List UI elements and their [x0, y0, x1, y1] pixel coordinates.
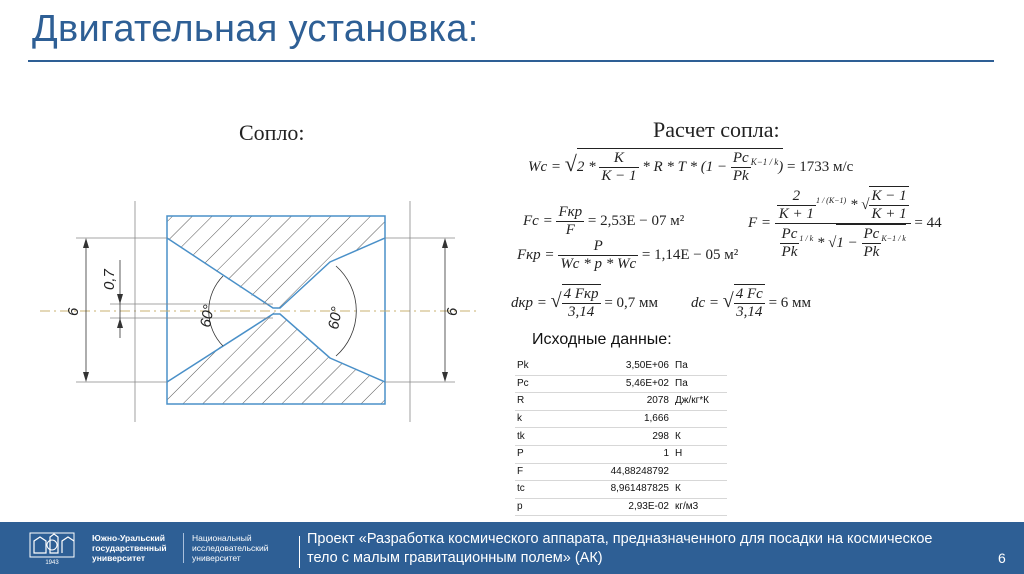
table-cell-unit: К: [671, 428, 727, 446]
table-cell-unit: Н: [671, 445, 727, 463]
frac-den: Pk: [863, 244, 880, 260]
table-cell-value: 3,50E+06: [579, 358, 671, 375]
formula-wc-exp: K−1 / k: [750, 156, 779, 167]
sqrt-sign: √: [861, 196, 870, 213]
formula-fc-result: = 2,53E − 07 м²: [587, 212, 685, 229]
formula-wc-two: 2 *: [576, 158, 596, 175]
table-cell-name: Pc: [515, 375, 579, 393]
table-cell-name: Pk: [515, 358, 579, 375]
formula-fkr-result: = 1,14E − 05 м²: [641, 246, 739, 263]
dim-arrow: [117, 318, 123, 328]
formula-wc-radicand: [577, 148, 783, 185]
formula-f-lhs: F =: [748, 215, 772, 231]
university-logo-icon: [28, 531, 76, 565]
page-number: 6: [998, 550, 1006, 566]
source-data-table: [515, 358, 727, 516]
formula-f-top-frac: [777, 188, 816, 223]
dim-arrow: [442, 238, 448, 248]
table-cell-unit: [671, 410, 727, 428]
formula-fkr-frac: [558, 238, 638, 273]
dim-throat: 0,7: [101, 269, 118, 290]
formula-wc: [528, 148, 853, 185]
footer-divider: [183, 533, 184, 563]
formula-dkr-result: = 0,7 мм: [604, 294, 659, 311]
frac-num: K − 1: [871, 188, 907, 204]
dim-arrow: [117, 294, 123, 304]
formula-f-bot-one: 1 −: [836, 234, 858, 251]
frac-den: 3,14: [567, 304, 595, 320]
table-row: [515, 375, 727, 393]
frac-den: F: [565, 222, 575, 238]
formula-f-bot-rad-frac: [862, 226, 882, 261]
frac-num: 4 Fкр: [563, 286, 599, 302]
formula-dc-radicand: [734, 284, 765, 321]
table-cell-value: 298: [579, 428, 671, 446]
formula-fc-frac: [556, 204, 584, 239]
frac-den: K − 1: [601, 168, 637, 184]
angle-right-label: 60°: [325, 305, 346, 331]
frac-num: Pc: [863, 226, 880, 242]
table-cell-value: 2078: [579, 393, 671, 411]
formula-dkr-lhs: dкр =: [511, 294, 547, 311]
table-cell-unit: Дж/кг*К: [671, 393, 727, 411]
formula-dkr: [511, 284, 658, 321]
frac-num: P: [558, 238, 638, 256]
formula-dc-lhs: dc =: [691, 294, 720, 311]
formula-wc-p-frac: [731, 150, 751, 185]
table-cell-name: tc: [515, 481, 579, 499]
table-cell-name: tk: [515, 428, 579, 446]
table-cell-value: 1,666: [579, 410, 671, 428]
nozzle-label: Сопло:: [239, 120, 305, 145]
title-divider: [28, 60, 994, 62]
dim-arrow: [83, 372, 89, 382]
formula-f-top-mid: *: [849, 196, 858, 213]
table-cell-unit: Па: [671, 375, 727, 393]
sqrt-sign: √: [828, 234, 837, 251]
frac-num: Pc: [732, 150, 749, 166]
nozzle-body-upper: [167, 216, 385, 310]
frac-num: 4 Fc: [735, 286, 763, 302]
table-cell-unit: кг/м3: [671, 498, 727, 516]
page-title: Двигательная установка:: [32, 8, 479, 50]
formula-dc: [691, 284, 811, 321]
source-data-title: Исходные данные:: [532, 331, 672, 348]
dim-arrow: [83, 238, 89, 248]
footer-divider: [299, 536, 300, 568]
formula-f-top-exp: 1 / (K−1): [815, 195, 847, 205]
frac-den: 3,14: [736, 304, 763, 320]
frac-den: K + 1: [778, 206, 814, 222]
table-cell-name: F: [515, 463, 579, 481]
formula-fkr-lhs: Fкр =: [517, 246, 555, 263]
formula-f-result: = 44: [914, 215, 942, 231]
formula-wc-mid: * R * T * (1 −: [642, 158, 728, 175]
table-cell-value: 5,46E+02: [579, 375, 671, 393]
formula-dkr-frac: [562, 286, 601, 321]
table-cell-unit: К: [671, 481, 727, 499]
formula-wc-lhs: Wc =: [528, 158, 562, 175]
sqrt-sign: √: [564, 150, 577, 176]
logo-year: 1943: [45, 560, 59, 565]
formula-f: [748, 186, 942, 261]
table-cell-unit: Па: [671, 358, 727, 375]
sqrt-sign: √: [722, 289, 734, 312]
dim-arrow: [442, 372, 448, 382]
table-cell-name: k: [515, 410, 579, 428]
formula-f-bot-mid: *: [816, 234, 825, 251]
table-row: [515, 393, 727, 411]
university-subtitle: Национальный исследовательский университет: [192, 533, 269, 563]
formula-f-top: [775, 186, 911, 224]
table-row: [515, 463, 727, 481]
formula-fkr: [517, 238, 738, 273]
formula-dc-frac: [734, 286, 765, 321]
table-row: [515, 498, 727, 516]
formula-wc-k-frac: [599, 150, 638, 185]
table-cell-value: 8,961487825: [579, 481, 671, 499]
formula-f-bot-rad-exp: K−1 / k: [881, 233, 906, 243]
frac-num: 2: [777, 188, 816, 206]
formula-wc-result: = 1733 м/с: [787, 158, 854, 175]
frac-num: Fкр: [558, 204, 583, 220]
table-row: [515, 445, 727, 463]
formula-f-bot-exp: 1 / k: [799, 233, 814, 243]
table-cell-name: P: [515, 445, 579, 463]
project-title: Проект «Разработка космического аппарата, предназначенного для посадки на космическое тело с малым гравитационным полем» (АК): [307, 531, 933, 566]
calc-label: Расчет сопла:: [653, 117, 780, 142]
formula-f-top-radicand: [869, 186, 908, 223]
formula-f-bot-radicand: [836, 224, 905, 261]
table-cell-value: 44,88248792: [579, 463, 671, 481]
dim-right-outer: 6: [444, 307, 461, 316]
frac-den: Pk: [781, 244, 798, 260]
formula-f-bot-frac: [780, 226, 800, 261]
frac-den: K + 1: [871, 206, 907, 222]
formula-fc-lhs: Fc =: [523, 212, 553, 229]
formula-f-top-rad-frac: [869, 188, 908, 223]
table-row: [515, 358, 727, 375]
university-name: Южно-Уральский государственный университет: [92, 533, 167, 563]
sqrt-sign: √: [550, 289, 562, 312]
formula-f-bottom: [775, 224, 911, 261]
table-cell-unit: [671, 463, 727, 481]
table-cell-value: 1: [579, 445, 671, 463]
formula-fc: [523, 204, 684, 239]
dim-left-outer: 6: [65, 307, 82, 316]
frac-den: Pk: [732, 168, 749, 184]
formula-dc-result: = 6 мм: [768, 294, 812, 311]
table-cell-name: p: [515, 498, 579, 516]
angle-left-label: 60°: [197, 303, 218, 329]
table-row: [515, 428, 727, 446]
table-cell-value: 2,93E-02: [579, 498, 671, 516]
table-row: [515, 410, 727, 428]
frac-den: Wc * p * Wc: [560, 256, 637, 272]
frac-num: K: [599, 150, 638, 168]
frac-num: Pc: [781, 226, 798, 242]
formula-dkr-radicand: [562, 284, 601, 321]
table-cell-name: R: [515, 393, 579, 411]
nozzle-drawing: [40, 190, 480, 435]
table-row: [515, 481, 727, 499]
formula-f-main-frac: [775, 186, 911, 261]
formula-wc-close: ): [778, 158, 784, 175]
